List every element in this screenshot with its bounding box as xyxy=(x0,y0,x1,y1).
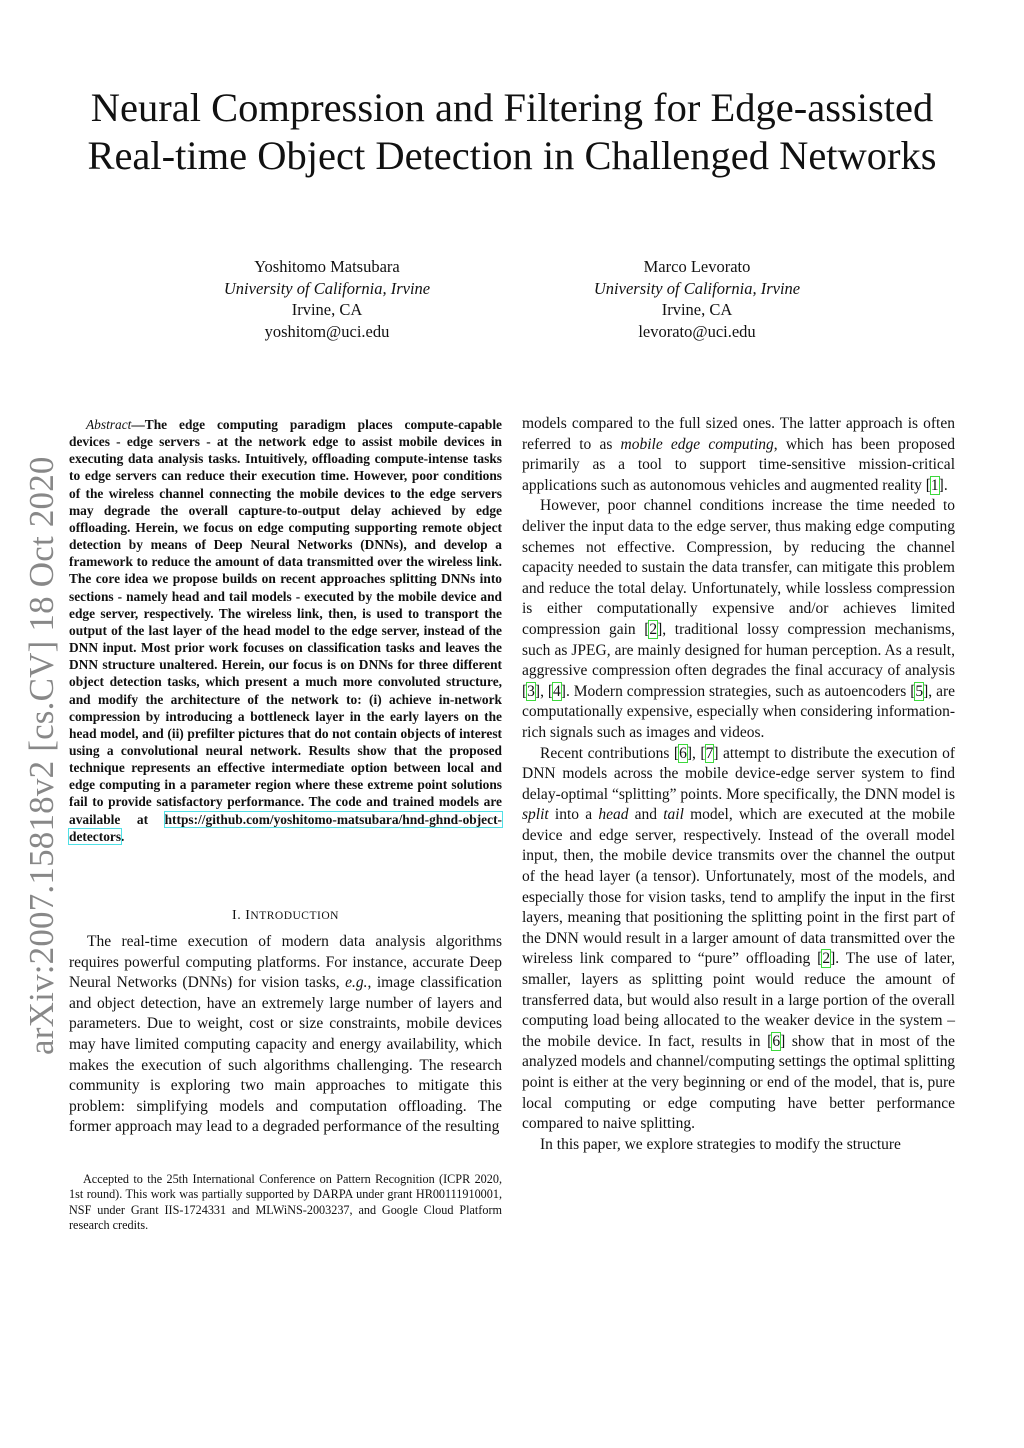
text-run: models compared to the full sized ones. The latter approach is often referred to as xyxy=(522,415,955,453)
abstract xyxy=(69,416,502,845)
author-location: Irvine, CA xyxy=(661,300,733,319)
author-email: yoshitom@uci.edu xyxy=(264,321,390,341)
author-block-1 xyxy=(147,256,507,342)
italic-text: split xyxy=(522,806,549,824)
italic-text: mobile edge computing xyxy=(620,435,774,453)
left-column-body xyxy=(69,932,502,1138)
text-run: However, poor channel conditions increase the time needed to deliver the input data to the edge server, thus making edge computing schemes not effective. Compression, by reducing the channel capacity needed to sustain the data transfer, can mitigate this problem and reduce the total delay. Unfortunately, while lossless compression is either computationally expensive and/or achieves limited compression gain [ xyxy=(522,497,955,638)
right-column-body xyxy=(522,414,955,1155)
citation-link[interactable]: 3 xyxy=(527,682,535,700)
author-affiliation: University of California, Irvine xyxy=(593,278,801,298)
citation-link[interactable]: 2 xyxy=(649,620,658,638)
text-run: In this paper, we explore strategies to modify the structure xyxy=(540,1135,901,1153)
text-run: . xyxy=(121,828,125,844)
text-run: into a xyxy=(548,806,599,824)
citation-link[interactable]: 6 xyxy=(772,1032,781,1050)
arxiv-stamp: arXiv:2007.15818v2 [cs.CV] 18 Oct 2020 xyxy=(22,456,61,1055)
text-run: The real-time execution of modern data analysis algorithms requires powerful computing platforms. For instance, accurate Deep Neural Networks (DNNs) for vision tasks, xyxy=(69,933,502,992)
text-run: , which has been proposed primarily as a tool to support time-sensitive mission-critical applications such as autonomous vehicles and augmented reality [ xyxy=(522,435,956,494)
author-name: Marco Levorato xyxy=(643,257,751,276)
text-run: ], traditional lossy compression mechanisms, such as JPEG, are mainly designed for human perception. As a result, aggressive compression often degrades the final accuracy of analysis [ xyxy=(522,620,955,700)
text-run: ] show that in most of the analyzed models and channel/computing settings the optimal splitting point is either at the very beginning or end of the model, that is, pure local computing or edge computing have better performance compared to naive splitting. xyxy=(522,1032,955,1133)
italic-text: tail xyxy=(663,806,684,824)
section-number: I. xyxy=(232,908,242,923)
paragraph xyxy=(522,744,955,1135)
paragraph xyxy=(522,496,955,743)
text-run: ] attempt to distribute the execution of DNN models across the mobile device-edge server system to find delay-optimal “splitting” points. More specifically, the DNN model is xyxy=(522,744,955,803)
paragraph xyxy=(522,1135,955,1156)
italic-text: Abstract xyxy=(86,417,132,432)
citation-link[interactable]: 1 xyxy=(930,476,939,494)
author-affiliation: University of California, Irvine xyxy=(223,278,431,298)
text-run: and xyxy=(628,806,664,824)
footnote: Accepted to the 25th International Conference on Pattern Recognition (ICPR 2020, 1st round). This work was partially supported by DARPA under grant HR00111910001, NSF under Grant IIS-1724331 and MLWiNS-2003237, and Google Cloud Platform research credits. xyxy=(69,1172,502,1233)
citation-link[interactable]: 6 xyxy=(679,744,687,762)
title-line-1: Neural Compression and Filtering for Edge-assisted xyxy=(90,85,934,130)
italic-text: head xyxy=(598,806,629,824)
title-line-2: Real-time Object Detection in Challenged Networks xyxy=(87,133,937,178)
text-run: ], [ xyxy=(686,744,706,762)
section-title-rest: NTRODUCTION xyxy=(250,910,339,922)
citation-link[interactable]: 7 xyxy=(705,744,714,762)
text-run: —The edge computing paradigm places compute-capable devices - edge servers - at the network edge to assist mobile devices in executing data analysis tasks. Intuitively, offloading compute-intense tasks to edge servers can reduce their execution time. However, poor conditions of the wireless channel connecting the mobile devices to the edge servers may degrade the overall capture-to-output delay achieved by edge offloading. Herein, we focus on edge computing supporting remote object detection by means of Deep Neural Networks (DNNs), and develop a framework to reduce the amount of data transmitted over the wireless link. The core idea we propose builds on recent approaches splitting DNNs into sections - namely head and tail models - executed by the mobile device and edge server, respectively. The wireless link, then, is used to transport the output of the last layer of the head model to the edge server, instead of the DNN input. Most prior work focuses on classification tasks and leaves the DNN structure unaltered. Herein, our focus is on DNNs for three different object detection tasks, which present a much more convoluted structure, and modify the architecture of the network to: (i) achieve in-network compression by introducing a bottleneck layer in the early layers on the head model, and (ii) prefilter pictures that do not contain objects of interest using a convolutional neural network. Results show that the proposed technique represents an effective intermediate option between local and edge computing in a parameter region where these extreme point solutions fail to provide satisfactory performance. The code and trained models are available at xyxy=(69,417,502,827)
text-run: Recent contributions [ xyxy=(540,744,680,762)
author-name: Yoshitomo Matsubara xyxy=(254,257,400,276)
text-run: ]. xyxy=(938,476,948,494)
github-url-link[interactable]: https://github.com/yoshitomo-matsubara/hnd-ghnd-object-detectors xyxy=(69,811,502,844)
citation-link[interactable]: 2 xyxy=(822,950,831,968)
italic-text: e.g. xyxy=(345,974,368,992)
text-run: ]. Modern compression strategies, such as autoencoders [ xyxy=(560,682,916,700)
paper-title xyxy=(0,84,1024,180)
section-heading-introduction xyxy=(69,908,502,924)
author-location: Irvine, CA xyxy=(291,300,363,319)
citation-link[interactable]: 5 xyxy=(915,682,924,700)
section-title-initial: I xyxy=(245,908,251,923)
citation-link[interactable]: 4 xyxy=(553,682,561,700)
text-run: model, which are executed at the mobile device and edge server, respectively. Instead of the overall model input, then, the mobile device transmits over the channel the output of the head layer (a tensor). Unfortunately, most of the models, and especially those for vision tasks, tend to amplify the input in the first layers, meaning that positioning the splitting point in the first part of the DNN would result in a larger amount of data transmitted over the wireless link compared to “pure” offloading [ xyxy=(522,806,955,968)
text-run: , image classification and object detection, have an extremely large number of layers and parameters. Due to weight, cost or size constraints, mobile devices may have limited computing capacity and energy availability, which makes the execution of such algorithms challenging. The research community is exploring two main approaches to mitigate this problem: simplifying models and computation offloading. The former approach may lead to a degraded performance of the resulting xyxy=(69,974,503,1136)
text-run: ]. The use of later, smaller, layers as splitting point would reduce the amount of transferred data, but would also result in a large portion of the overall computing load being allocated to the weaker device in the system – the mobile device. In fact, results in [ xyxy=(522,950,955,1050)
paragraph xyxy=(522,414,955,496)
paragraph xyxy=(69,932,502,1138)
author-email: levorato@uci.edu xyxy=(638,321,756,341)
text-run: ], are computationally expensive, especially when considering information-rich signals such as images and videos. xyxy=(522,682,955,741)
author-block-2 xyxy=(517,256,877,342)
text-run: ], [ xyxy=(534,682,554,700)
